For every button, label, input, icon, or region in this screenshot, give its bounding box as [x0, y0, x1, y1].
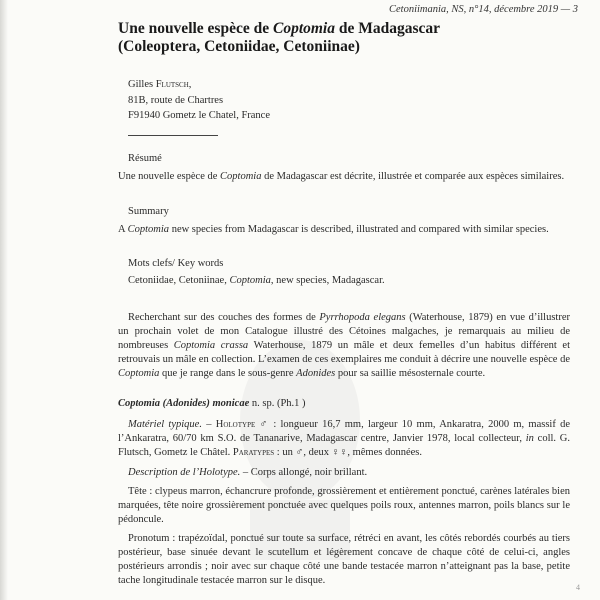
page-edge-shadow	[0, 0, 8, 600]
materiel-paragraph: Matériel typique. – Holotype ♂ : longueur 16,7 mm, largeur 10 mm, Ankaratra, 2000 m, massif de l’Ankaratra, 60/70 km S.O. de Tananarive, Madagascar centre, Janvier 1978, local collecteur, in coll. G. Flutsch, Gometz le Châtel. Paratypes : un ♂, deux ♀♀, mêmes données.	[118, 419, 571, 458]
author-address-1: 81B, route de Chartres	[128, 94, 224, 106]
author-block	[128, 77, 270, 124]
species-heading: Coptomia (Adonides) monicae n. sp. (Ph.1 )	[118, 398, 306, 409]
title-line-1: Une nouvelle espèce de Coptomia de Madagascar	[118, 20, 441, 37]
tete-paragraph: Tête : clypeus marron, échancrure profonde, grossièrement et entièrement ponctué, carènes latérales bien marquées, tête noire grossièrement ponctuée avec quelques poils roux, antennes marron, poils blancs sur le pédoncule.	[118, 486, 570, 525]
title-line-2: (Coleoptera, Cetoniidae, Cetoniinae)	[118, 38, 360, 55]
running-header: Cetoniimania, NS, n°14, décembre 2019 — 3	[389, 4, 578, 15]
keywords-text: Cetoniidae, Cetoniinae, Coptomia, new species, Madagascar.	[128, 275, 385, 286]
description-paragraph: Description de l’Holotype. – Corps allongé, noir brillant.	[128, 467, 368, 478]
intro-paragraph: Recherchant sur des couches des formes de Pyrrhopoda elegans (Waterhouse, 1879) en vue d’illustrer un prochain volet de mon Catalogue illustré des Cétoines malgaches, je remarquais au milieu de nombreuses Coptomia crassa Waterhouse, 1879 un mâle et deux femelles d’un habitus différent et retrouvais un mâle en collection. L’examen de ces exemplaires me conduit à décrire une nouvelle espèce de Coptomia que je range dans le sous-genre Adonides pour sa saillie mésosternale courte.	[118, 312, 570, 379]
article-title	[118, 20, 558, 56]
resume-heading: Résumé	[128, 153, 162, 164]
separator-rule	[128, 135, 218, 136]
resume-text: Une nouvelle espèce de Coptomia de Madagascar est décrite, illustrée et comparée aux espèces similaires.	[118, 171, 565, 182]
keywords-heading: Mots clefs/ Key words	[128, 258, 224, 269]
author-address-2: F91940 Gometz le Chatel, France	[128, 110, 271, 121]
summary-heading: Summary	[128, 206, 169, 217]
summary-text: A Coptomia new species from Madagascar is described, illustrated and compared with similar species.	[118, 224, 549, 235]
pronotum-paragraph: Pronotum : trapézoïdal, ponctué sur toute sa surface, rétréci en avant, les côtés rebordés courbés au tiers postérieur, base sinuée devant le scutellum et légèrement concave de chaque côté de celui-ci, angles postérieurs arrondis ; noir avec sur chaque côté une bande testacée marron n’atteignant pas la base, petite tache longitudinale testacée marron sur le disque.	[118, 533, 570, 586]
page-corner-mark: 4	[576, 583, 580, 592]
author-name: Gilles Flutsch,	[128, 79, 192, 90]
